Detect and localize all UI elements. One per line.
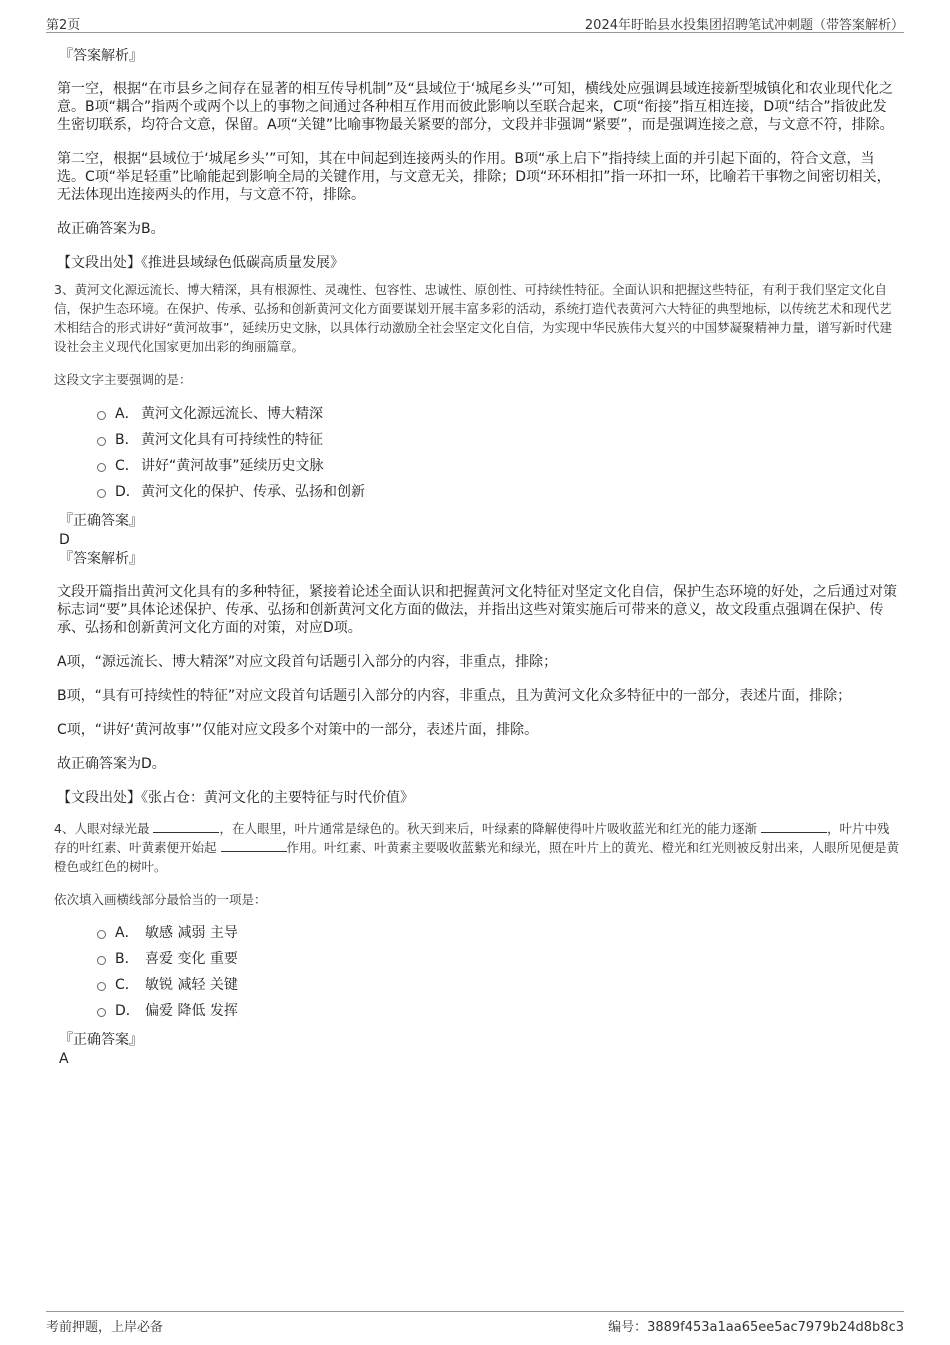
question-3-prompt: 这段文字主要强调的是： xyxy=(54,372,192,387)
analysis-paragraph: 第一空，根据“在市县乡之间存在显著的相互传导机制”及“县域位于‘城尾乡头’”可知，横线处应强调县域连接新型城镇化和农业现代化之意。B项“耦合”指两个或两个以上的事物之间通过各种相互作用而彼此影响以至联合起来，C项“衔接”指互相连接，D项“结合”指彼此发生密切联系，均符合文意，保留。A项“关键”比喻事物最关紧要的部分，文段并非强调“紧要”，而是强调连接之意，与文意不符，排除。 xyxy=(57,81,894,133)
question-4-text: 4、人眼对绿光最 ，在人眼里，叶片通常是绿色的。秋天到来后，叶绿素的降解使得叶片吸收蓝光和红光的能力逐渐 ，叶片中残存的叶红素、叶黄素便开始起 作用。叶红素、叶黄素主要吸收蓝紫光和绿光，照在叶片上的黄光、橙光和红光则被反射出来，人眼所见便是黄橙色或红色的树叶。 xyxy=(54,820,900,874)
document-title: 2024年盱眙县水投集团招聘笔试冲刺题（带答案解析） xyxy=(584,18,904,33)
analysis-label: 『答案解析』 xyxy=(59,48,143,64)
correct-answer: A xyxy=(59,1051,69,1067)
question-4-options xyxy=(97,920,899,1024)
radio-icon[interactable] xyxy=(97,1008,106,1017)
correct-answer: D xyxy=(59,531,70,548)
radio-icon[interactable] xyxy=(97,930,106,939)
question-3-text: 3、黄河文化源远流长、博大精深，具有根源性、灵魂性、包容性、忠诚性、原创性、可持续性特征。全面认识和把握这些特征，有利于我们坚定文化自信，保护生态环境。在保护、传承、弘扬和创新黄河文化方面要谋划开展丰富多彩的活动，系统打造代表黄河六大特征的典型地标，以传统艺术和现代艺术相结合的形式讲好“黄河故事”，延续历史文脉，以具体行动激励全社会坚定文化自信，为实现中华民族伟大复兴的中国梦凝聚精神力量，谱写新时代建设社会主义现代化国家更加出彩的绚丽篇章。 xyxy=(54,282,892,354)
document-code: 编号：3889f453a1aa65ee5ac7979b24d8b8c3 xyxy=(608,1320,904,1335)
conclusion: 故正确答案为B。 xyxy=(57,221,165,237)
analysis-paragraph: 第二空，根据“县域位于‘城尾乡头’”可知，其在中间起到连接两头的作用。B项“承上启下”指持续上面的并引起下面的，符合文意，当选。C项“举足轻重”比喻能起到影响全局的关键作用，与文意无关，排除；D项“环环相扣”指一环扣一环，比喻若干事物之间密切相关，无法体现出连接两头的作用，与文意不符，排除。 xyxy=(57,151,891,203)
correct-answer-label: 『正确答案』 xyxy=(59,1032,143,1048)
blank-line xyxy=(153,820,219,833)
radio-icon[interactable] xyxy=(97,437,106,446)
question-4-prompt: 依次填入画横线部分最恰当的一项是： xyxy=(54,891,267,907)
source-note: 【文段出处】《推进县域绿色低碳高质量发展》 xyxy=(57,255,344,271)
analysis-paragraph: A项，“源远流长、博大精深”对应文段首句话题引入部分的内容，非重点，排除； xyxy=(57,653,558,670)
option-d[interactable]: D． 偏爱 降低 发挥 xyxy=(97,998,899,1024)
question-3-options xyxy=(97,401,899,505)
option-b[interactable]: B． 喜爱 变化 重要 xyxy=(97,946,899,972)
option-c[interactable]: C． 讲好“黄河故事”延续历史文脉 xyxy=(97,453,899,479)
option-a[interactable]: A． 黄河文化源远流长、博大精深 xyxy=(97,401,899,427)
source-note: 【文段出处】《张占仓：黄河文化的主要特征与时代价值》 xyxy=(57,789,414,806)
radio-icon[interactable] xyxy=(97,411,106,420)
radio-icon[interactable] xyxy=(97,982,106,991)
radio-icon[interactable] xyxy=(97,489,106,498)
option-b[interactable]: B． 黄河文化具有可持续性的特征 xyxy=(97,427,899,453)
analysis-label: 『答案解析』 xyxy=(59,550,143,567)
option-d[interactable]: D． 黄河文化的保护、传承、弘扬和创新 xyxy=(97,479,899,505)
analysis-paragraph: B项，“具有可持续性的特征”对应文段首句话题引入部分的内容，非重点，且为黄河文化众多特征中的一部分，表述片面，排除； xyxy=(57,687,852,704)
analysis-paragraph: 文段开篇指出黄河文化具有的多种特征，紧接着论述全面认识和把握黄河文化特征对坚定文化自信，保护生态环境的好处，之后通过对策标志词“要”具体论述保护、传承、弘扬和创新黄河文化方面的做法，并指出这些对策实施后可带来的意义，故文段重点强调在保护、传承、弘扬和创新黄河文化方面的对策，对应D项。 xyxy=(57,583,897,636)
page-content xyxy=(54,46,900,1068)
page-number: 第2页 xyxy=(46,18,81,33)
conclusion: 故正确答案为D。 xyxy=(57,755,166,772)
analysis-paragraph: C项，“讲好‘黄河故事’”仅能对应文段多个对策中的一部分，表述片面，排除。 xyxy=(57,721,539,738)
radio-icon[interactable] xyxy=(97,956,106,965)
correct-answer-label: 『正确答案』 xyxy=(59,512,143,529)
option-a[interactable]: A． 敏感 减弱 主导 xyxy=(97,920,899,946)
page-footer xyxy=(46,1311,904,1335)
option-c[interactable]: C． 敏锐 减轻 关键 xyxy=(97,972,899,998)
page-header xyxy=(46,14,904,33)
footer-slogan: 考前押题，上岸必备 xyxy=(46,1320,164,1335)
blank-line xyxy=(761,820,827,833)
blank-line xyxy=(221,839,287,852)
radio-icon[interactable] xyxy=(97,463,106,472)
